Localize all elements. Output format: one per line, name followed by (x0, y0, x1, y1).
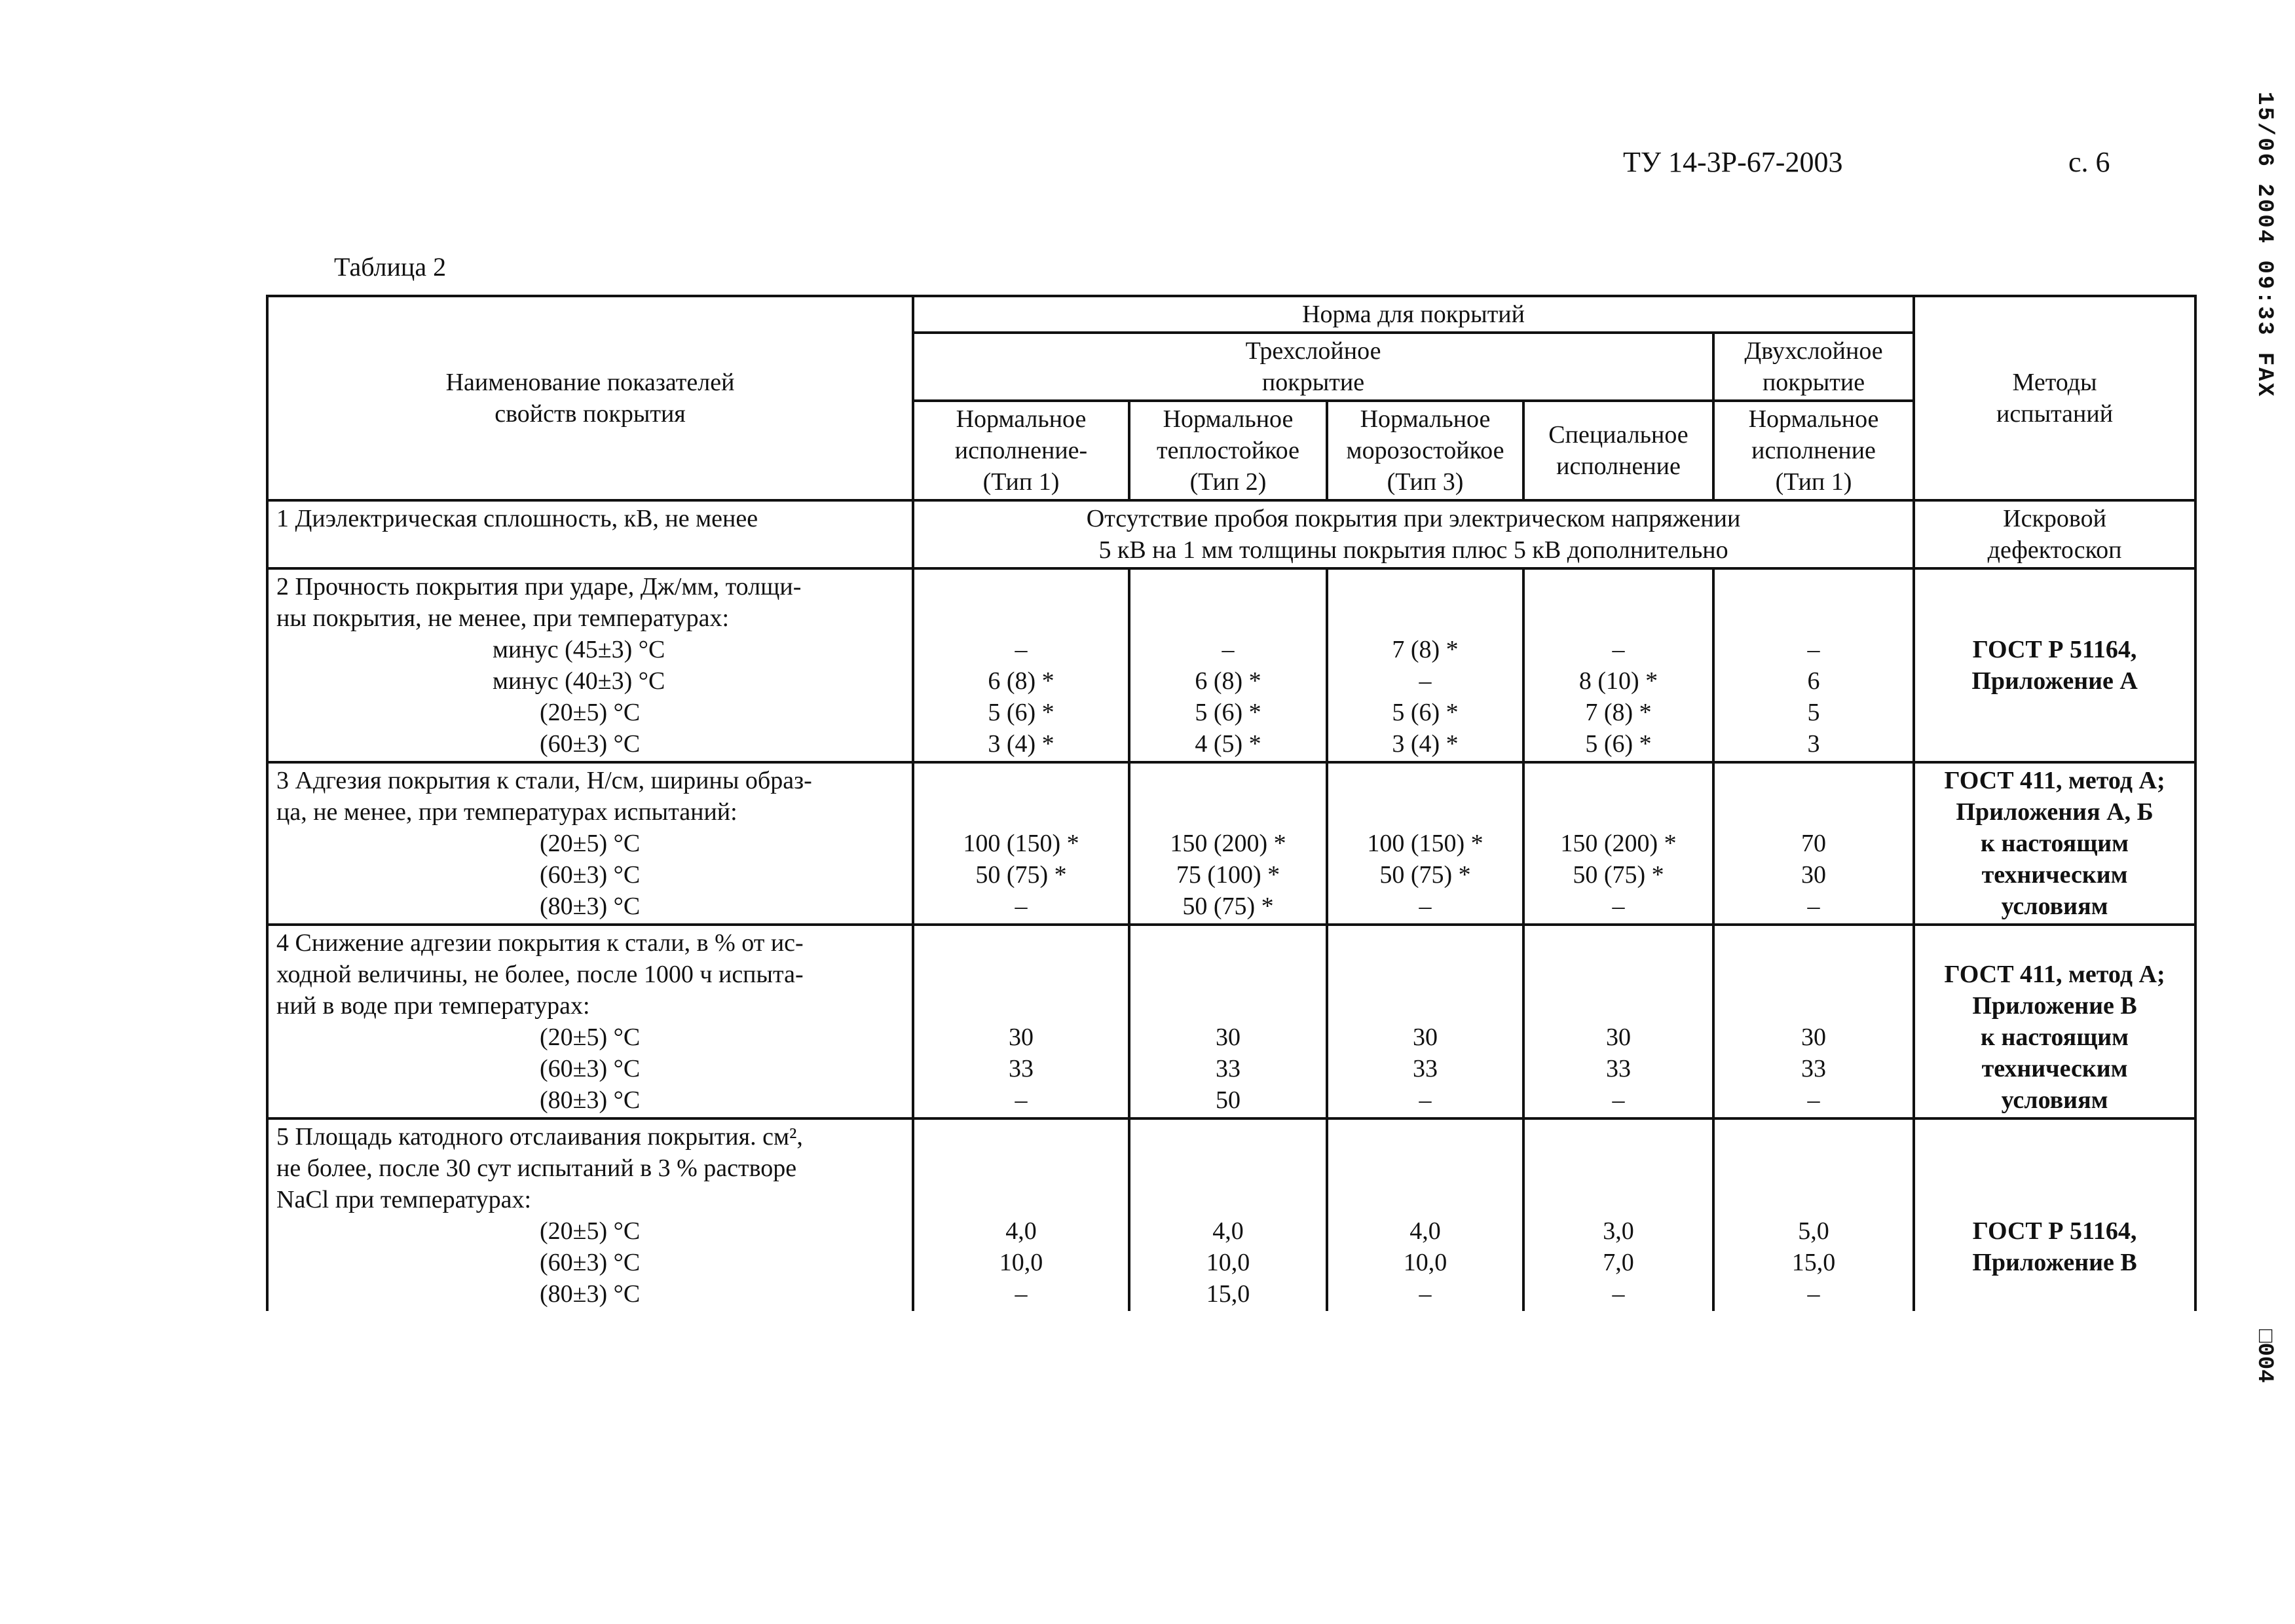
header-subtype-4 (1523, 401, 1713, 500)
value-text: 4,0 (1005, 1217, 1037, 1245)
temperature-label: (60±3) °С (540, 1249, 641, 1276)
header-three-layer (913, 333, 1713, 401)
value-text: 10,0 (999, 1249, 1043, 1276)
value-cell (1713, 1118, 1914, 1311)
value-cell (1129, 568, 1327, 762)
value-text: 30 (1009, 1024, 1034, 1051)
value-text: 6 (8) * (988, 667, 1054, 695)
value-cell (1523, 925, 1713, 1118)
value-text: 5 (6) * (988, 699, 1054, 726)
value-text: 100 (150) * (963, 830, 1079, 857)
property-name-text: 3 Адгезия покрытия к стали, Н/см, ширины образ- (276, 767, 812, 794)
value-text: 7 (8) * (1392, 636, 1459, 663)
temperature-label: (80±3) °С (540, 1086, 641, 1114)
value-text: – (1015, 893, 1028, 920)
spacer (1530, 571, 1707, 634)
value-cell (1713, 568, 1914, 762)
method-text: Искровой (2003, 505, 2106, 532)
spacer (1334, 571, 1517, 634)
header-methods (1914, 296, 2195, 500)
temperature-label: (60±3) °С (540, 730, 641, 758)
method-text: техническим (1981, 1055, 2128, 1082)
spacer (1720, 1121, 1907, 1215)
header-subtype-1 (913, 401, 1129, 500)
spacer (1720, 927, 1907, 1022)
value-text: – (1807, 636, 1820, 663)
method-cell (1914, 500, 2195, 568)
value-text: Отсутствие пробоя покрытия при электрическом напряжении (1086, 505, 1741, 532)
value-text: – (1419, 1086, 1432, 1114)
method-text: техническим (1981, 861, 2128, 889)
header-text: теплостойкое (1157, 437, 1299, 464)
header-text: Методы (2012, 369, 2097, 396)
value-text: 100 (150) * (1367, 830, 1483, 857)
value-text: 33 (1009, 1055, 1034, 1082)
value-text: 33 (1606, 1055, 1631, 1082)
property-name-cell (267, 925, 913, 1118)
value-text: – (1807, 1086, 1820, 1114)
value-text: 50 (75) * (1379, 861, 1471, 889)
method-cell (1914, 568, 2195, 762)
value-text: – (1015, 1086, 1028, 1114)
value-cell (1129, 925, 1327, 1118)
header-row-1 (267, 296, 2195, 333)
value-text: – (1419, 1280, 1432, 1308)
header-subtype-3 (1327, 401, 1523, 500)
header-text: свойств покрытия (494, 400, 686, 428)
header-text: Наименование показателей (445, 369, 735, 396)
value-text: – (1612, 1086, 1625, 1114)
document-code: ТУ 14-3Р-67-2003 (1623, 146, 1843, 178)
page-number: с. 6 (2068, 146, 2110, 178)
value-text: – (1419, 893, 1432, 920)
method-text: Приложение В (1972, 1249, 2137, 1276)
value-text: 4 (5) * (1195, 730, 1261, 758)
value-cell (913, 1118, 1129, 1311)
value-text: 33 (1216, 1055, 1241, 1082)
spacer (1334, 927, 1517, 1022)
property-name-text: ходной величины, не более, после 1000 ч испыта- (276, 961, 804, 988)
value-text: 15,0 (1206, 1280, 1250, 1308)
value-text: 30 (1801, 1024, 1827, 1051)
method-text: ГОСТ 411, метод А; (1944, 961, 2165, 988)
spacer (1530, 1121, 1707, 1215)
header-text: исполнение- (954, 437, 1088, 464)
property-name-text: не более, после 30 сут испытаний в 3 % растворе (276, 1154, 797, 1182)
value-text: 33 (1413, 1055, 1438, 1082)
value-cell (1713, 762, 1914, 925)
spacer (1334, 1121, 1517, 1215)
value-text: 50 (1216, 1086, 1241, 1114)
value-text: 5 (1807, 699, 1820, 726)
value-text: 150 (200) * (1170, 830, 1286, 857)
value-text: 4,0 (1409, 1217, 1441, 1245)
method-text: Приложения А, Б (1956, 798, 2154, 826)
value-cell (913, 762, 1129, 925)
value-cell (1327, 568, 1523, 762)
value-text: 30 (1216, 1024, 1241, 1051)
temperature-label: (20±5) °С (540, 1217, 641, 1245)
value-text: 5 (6) * (1195, 699, 1261, 726)
method-text: ГОСТ 411, метод А; (1944, 767, 2165, 794)
temperature-label: (60±3) °С (540, 861, 641, 889)
method-text: Приложение А (1971, 667, 2138, 695)
property-name-text: ны покрытия, не менее, при температурах: (276, 604, 730, 632)
value-text: – (1612, 1280, 1625, 1308)
value-cell (1327, 925, 1523, 1118)
value-text: – (1807, 893, 1820, 920)
spacer (1920, 571, 2189, 634)
header-subtype-2 (1129, 401, 1327, 500)
value-text: 50 (75) * (1573, 861, 1664, 889)
property-name-cell (267, 500, 913, 568)
value-text: 8 (10) * (1578, 667, 1658, 695)
property-name-text: 5 Площадь катодного отслаивания покрытия. см², (276, 1123, 803, 1151)
property-name-cell (267, 762, 913, 925)
header-text: Нормальное (956, 405, 1087, 433)
method-text: дефектоскоп (1987, 536, 2122, 564)
header-property-name (267, 296, 913, 500)
value-text: 30 (1801, 861, 1827, 889)
value-text: – (1015, 1280, 1028, 1308)
header-text: (Тип 3) (1387, 468, 1464, 496)
property-name-text: 1 Диэлектрическая сплошность, кВ, не менее (276, 505, 758, 532)
header-text: Трехслойное (1245, 337, 1381, 365)
temperature-label: (80±3) °С (540, 893, 641, 920)
table-row (267, 925, 2195, 1118)
table-row (267, 500, 2195, 568)
temperature-label: минус (45±3) °С (493, 636, 665, 663)
temperature-label: (20±5) °С (540, 1024, 641, 1051)
spacer (1920, 927, 2189, 959)
value-text: 3 (4) * (988, 730, 1054, 758)
value-cell (1129, 762, 1327, 925)
method-cell (1914, 1118, 2195, 1311)
value-cell (1327, 1118, 1523, 1311)
temperature-label: (20±5) °С (540, 830, 641, 857)
header-text: Норма для покрытий (1302, 301, 1525, 328)
value-text: 6 (1807, 667, 1820, 695)
value-text: 70 (1801, 830, 1827, 857)
spacer (1136, 765, 1320, 828)
spacer (1136, 571, 1320, 634)
value-cell (913, 925, 1129, 1118)
spacer (920, 1121, 1123, 1215)
header-text: испытаний (1996, 400, 2114, 428)
table-row (267, 762, 2195, 925)
value-text: 3 (4) * (1392, 730, 1459, 758)
header-text: (Тип 2) (1189, 468, 1267, 496)
value-text: 6 (8) * (1195, 667, 1261, 695)
fax-page-icon: □ (2252, 1329, 2277, 1343)
value-cell (1523, 1118, 1713, 1311)
value-text: – (1612, 636, 1625, 663)
value-cell (1523, 568, 1713, 762)
method-text: Приложение В (1972, 992, 2137, 1020)
value-text: 50 (75) * (975, 861, 1067, 889)
temperature-label: (20±5) °С (540, 699, 641, 726)
value-cell (1523, 762, 1713, 925)
header-text: Нормальное (1163, 405, 1294, 433)
fax-stamp: 15/06 2004 09:33 FAX (2252, 92, 2277, 399)
method-text: к настоящим (1981, 830, 2129, 857)
value-cell (1327, 762, 1523, 925)
method-cell (1914, 762, 2195, 925)
header-text: покрытие (1261, 369, 1365, 396)
header-text: исполнение (1556, 452, 1681, 480)
header-text: морозостойкое (1346, 437, 1504, 464)
spacer (1136, 927, 1320, 1022)
header-norm (913, 296, 1914, 333)
spacer (920, 927, 1123, 1022)
header-text: (Тип 1) (1775, 468, 1852, 496)
value-text: 10,0 (1206, 1249, 1250, 1276)
value-cell (1129, 1118, 1327, 1311)
value-text: 7,0 (1603, 1249, 1634, 1276)
properties-table (266, 295, 2197, 1311)
header-text: Нормальное (1360, 405, 1491, 433)
property-name-cell (267, 1118, 913, 1311)
table-row (267, 568, 2195, 762)
value-text: 5 кВ на 1 мм толщины покрытия плюс 5 кВ дополнительно (1098, 536, 1728, 564)
value-text: 33 (1801, 1055, 1827, 1082)
merged-value-cell (913, 500, 1914, 568)
value-text: – (1222, 636, 1235, 663)
value-text: – (1015, 636, 1028, 663)
value-text: 4,0 (1212, 1217, 1244, 1245)
value-text: 15,0 (1791, 1249, 1836, 1276)
value-text: 30 (1606, 1024, 1631, 1051)
spacer (1530, 927, 1707, 1022)
spacer (1136, 1121, 1320, 1215)
temperature-label: (60±3) °С (540, 1055, 641, 1082)
value-text: 10,0 (1403, 1249, 1447, 1276)
method-text: условиям (2001, 1086, 2108, 1114)
value-cell (913, 568, 1129, 762)
header-two-layer (1713, 333, 1914, 401)
property-name-text: 4 Снижение адгезии покрытия к стали, в % от ис- (276, 929, 804, 957)
value-text: 75 (100) * (1176, 861, 1280, 889)
spacer (920, 571, 1123, 634)
header-text: Специальное (1548, 421, 1689, 449)
spacer (1334, 765, 1517, 828)
value-text: 3,0 (1603, 1217, 1634, 1245)
header-subtype-5 (1713, 401, 1914, 500)
temperature-label: (80±3) °С (540, 1280, 641, 1308)
spacer (920, 765, 1123, 828)
spacer (1720, 765, 1907, 828)
value-text: – (1419, 667, 1432, 695)
table-row (267, 1118, 2195, 1311)
value-text: 30 (1413, 1024, 1438, 1051)
header-text: (Тип 1) (982, 468, 1060, 496)
property-name-text: NaCl при температурах: (276, 1186, 532, 1213)
header-text: покрытие (1762, 369, 1865, 396)
table-caption: Таблица 2 (334, 252, 447, 282)
property-name-text: ний в воде при температурах: (276, 992, 590, 1020)
value-text: – (1612, 893, 1625, 920)
header-text: Двухслойное (1744, 337, 1883, 365)
method-text: ГОСТ Р 51164, (1972, 636, 2137, 663)
temperature-label: минус (40±3) °С (493, 667, 665, 695)
value-text: 5 (6) * (1392, 699, 1459, 726)
value-text: – (1807, 1280, 1820, 1308)
value-text: 3 (1807, 730, 1820, 758)
property-name-text: ца, не менее, при температурах испытаний: (276, 798, 737, 826)
header-text: Нормальное (1748, 405, 1879, 433)
value-text: 150 (200) * (1560, 830, 1677, 857)
property-name-cell (267, 568, 913, 762)
method-text: условиям (2001, 893, 2108, 920)
method-cell (1914, 925, 2195, 1118)
value-text: 5 (6) * (1585, 730, 1652, 758)
method-text: к настоящим (1981, 1024, 2129, 1051)
page-stamp-number: 004 (2252, 1342, 2277, 1383)
spacer (1720, 571, 1907, 634)
page-stamp (2252, 1329, 2277, 1383)
property-name-text: 2 Прочность покрытия при ударе, Дж/мм, толщи- (276, 573, 802, 600)
value-text: 5,0 (1798, 1217, 1829, 1245)
spacer (1530, 765, 1707, 828)
header-text: исполнение (1751, 437, 1876, 464)
spacer (1920, 1121, 2189, 1215)
value-cell (1713, 925, 1914, 1118)
value-text: 50 (75) * (1182, 893, 1274, 920)
value-text: 7 (8) * (1585, 699, 1652, 726)
method-text: ГОСТ Р 51164, (1972, 1217, 2137, 1245)
